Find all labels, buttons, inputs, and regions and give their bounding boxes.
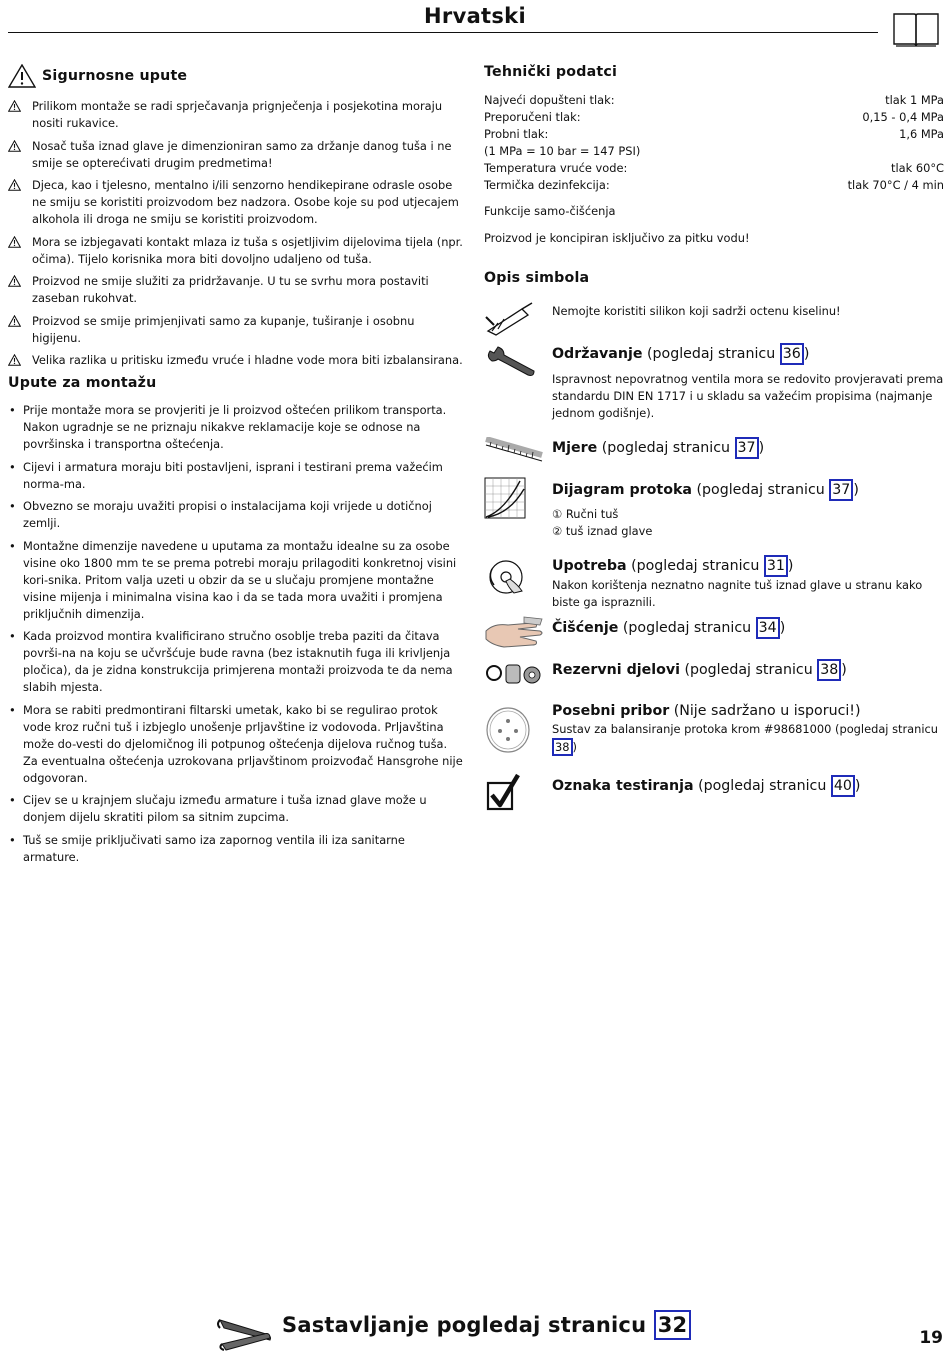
maintenance-ref: (pogledaj stranicu (646, 346, 776, 362)
flow-item2-number: ② (552, 524, 563, 538)
technical-value: tlak 1 MPa (885, 93, 944, 107)
self-cleaning-text: Funkcije samo-čišćenja (484, 204, 616, 218)
safety-item-text: Nosač tuša iznad glave je dimenzioniran samo za držanje danog tuša i ne smije se opterećivati drugim predmetima! (32, 138, 452, 170)
installation-item: • Cijev se u krajnjem slučaju između armature i tuša iznad glave može u donjem dijelu skratiti pilom sa sitnim zupcima. (8, 792, 464, 826)
silicone-gun-icon (484, 301, 536, 337)
dimensions-page-link[interactable]: 37 (735, 437, 759, 459)
silicone-note: Nemojte koristiti silikon koji sadrži octenu kiselinu! (552, 304, 841, 318)
dimensions-ref: (pogledaj stranicu (601, 440, 731, 456)
maintenance-text: Ispravnost nepovratnog ventila mora se redovito provjeravati prema standardu DIN EN 1717 i u skladu sa važećim propisima (najmanje jednom godišnje). (552, 372, 944, 420)
page-title: Hrvatski (424, 4, 526, 28)
accessory-name: Posebni pribor (552, 703, 670, 719)
technical-value: 0,15 - 0,4 MPa (862, 110, 944, 124)
symbols-title: Opis simbola (484, 270, 590, 286)
safety-item-text: Mora se izbjegavati kontakt mlaza iz tuša s osjetljivim dijelovima tijela (npr. očima). Tijelo korisnika mora biti dovoljno udaljeno od tuša. (32, 234, 463, 266)
flow-page-link[interactable]: 37 (829, 479, 853, 501)
warning-icon (8, 64, 36, 88)
technical-label: Najveći dopušteni tlak: (484, 93, 615, 107)
symbols-section (484, 287, 944, 847)
wrench-icon (484, 343, 540, 379)
test-ref: (pogledaj stranicu (698, 778, 827, 794)
flow-entry (552, 479, 944, 540)
usage-name: Upotreba (552, 558, 627, 574)
spares-close: ) (841, 662, 847, 678)
safety-item (8, 234, 464, 268)
technical-row (484, 177, 944, 194)
warning-icon (8, 275, 21, 292)
technical-row (484, 160, 944, 177)
dimensions-close: ) (758, 440, 765, 456)
technical-value: tlak 70°C / 4 min (847, 178, 944, 192)
maintenance-page-link[interactable]: 36 (780, 343, 804, 365)
technical-label: (1 MPa = 10 bar = 147 PSI) (484, 144, 641, 158)
technical-label: Preporučeni tlak: (484, 110, 581, 124)
maintenance-name: Održavanje (552, 346, 643, 362)
flow-item2: tuš iznad glave (565, 524, 653, 538)
warning-icon (8, 100, 21, 117)
technical-row (484, 126, 944, 143)
safety-list (8, 98, 464, 369)
usage-page-link[interactable]: 31 (764, 555, 788, 577)
ruler-icon (484, 437, 544, 467)
safety-item (8, 273, 464, 307)
installation-item: • Mora se rabiti predmontirani filtarski umetak, kako bi se regulirao protok vode kroz ručni tuš i izbjeglo unošenje prljavštine iz vodovoda. Prljavština može do-vesti do djelomičnog ili potpunog oštećenja dijelova ručnog tuša. Za eventualna oštećenja uzrokovana prljavštinom proizvođač Hansgrohe nije odgovoran. (8, 702, 464, 787)
safety-item (8, 313, 464, 347)
technical-label: Termička dezinfekcija: (484, 178, 610, 192)
technical-table (484, 92, 944, 194)
safety-item-text: Velika razlika u pritisku između vruće i hladne vode mora biti izbalansirana. (32, 353, 463, 367)
test-page-link[interactable]: 40 (831, 775, 855, 797)
warning-icon (8, 315, 21, 332)
shower-head-icon (484, 705, 532, 755)
cleaning-close: ) (779, 620, 786, 636)
usage-close: ) (787, 558, 794, 574)
cleaning-ref: (pogledaj stranicu (622, 620, 752, 636)
safety-title: Sigurnosne upute (42, 67, 188, 84)
safety-item-text: Djeca, kao i tjelesno, mentalno i/ili senzorno hendikepirane odrasle osobe ne smiju se koristiti proizvodom bez nadzora. Osobe koje su pod utjecajem alkohola ili droga ne smiju se koristiti proizvodom. (32, 178, 459, 226)
installation-item: • Obvezno se moraju uvažiti propisi o instalacijama koji vrijede u dotičnoj zemlji. (8, 498, 464, 532)
dimensions-entry (552, 437, 944, 459)
safety-item-text: Proizvod se smije primjenjivati samo za kupanje, tuširanje i osobnu higijenu. (32, 313, 415, 345)
safety-item-text: Proizvod ne smije služiti za pridržavanje. U tu se svrhu mora postaviti zaseban rukohvat. (32, 274, 429, 305)
accessory-entry (552, 701, 944, 756)
technical-value: 1,6 MPa (899, 127, 944, 141)
safety-item-text: Prilikom montaže se radi sprječavanja prignječenja i posjekotina moraju nositi rukavice. (32, 99, 443, 130)
installation-list (8, 402, 464, 866)
assembly-page-link[interactable]: 32 (654, 1310, 692, 1340)
cleaning-entry (552, 617, 944, 639)
flow-diagram-icon (484, 477, 526, 519)
warning-icon (8, 140, 21, 157)
accessory-close: ) (572, 740, 577, 754)
handle-icon (484, 555, 530, 595)
technical-row (484, 143, 944, 160)
technical-row (484, 92, 944, 109)
cleaning-page-link[interactable]: 34 (756, 617, 780, 639)
flow-ref: (pogledaj stranicu (696, 482, 825, 498)
technical-label: Probni tlak: (484, 127, 549, 141)
test-entry (552, 775, 944, 797)
accessory-ref: (Nije sadržano u isporuci!) (673, 703, 861, 719)
installation-item: • Prije montaže mora se provjeriti je li proizvod oštećen prilikom transporta. Nakon ugradnje se ne priznaju nikakve reklamacije koje se odnose na površinska i transportna oštećenja. (8, 402, 464, 453)
header-rule (8, 32, 878, 33)
test-name: Oznaka testiranja (552, 778, 694, 794)
cleaning-hand-icon (484, 613, 546, 653)
warning-icon (8, 354, 21, 371)
dimensions-name: Mjere (552, 440, 598, 456)
drinking-water-text: Proizvod je koncipiran isključivo za pitku vodu! (484, 231, 750, 245)
spare-parts-icon (484, 659, 546, 689)
safety-item (8, 98, 464, 132)
safety-item (8, 138, 464, 172)
tools-icon (216, 1310, 274, 1352)
technical-value: tlak 60°C (891, 161, 944, 175)
spares-entry (552, 659, 944, 681)
usage-entry (552, 555, 944, 611)
technical-title: Tehnički podatci (484, 64, 618, 80)
flow-name: Dijagram protoka (552, 482, 692, 498)
spares-name: Rezervni djelovi (552, 662, 680, 678)
accessory-page-link[interactable]: 38 (552, 738, 573, 756)
assembly-label: Sastavljanje pogledaj stranicu (282, 1313, 647, 1337)
technical-label: Temperatura vruće vode: (484, 161, 628, 175)
installation-item: • Montažne dimenzije navedene u uputama za montažu idealne su za osobe visine oko 1800 mm te se prema potrebi moraju prilagoditi konkretnoj visini kori-snika. Pritom valja uzeti u obzir da se u slučaju promjene montažne visine mijenja i minimalna visina kao i da se tada mora uvažiti i promjena priključnih dimenzija. (8, 538, 464, 623)
flow-item1-number: ① (552, 507, 563, 521)
safety-item (8, 352, 464, 369)
maintenance-entry (552, 343, 944, 422)
assembly-reference (282, 1310, 691, 1340)
spares-ref: (pogledaj stranicu (684, 662, 813, 678)
warning-icon (8, 179, 21, 196)
page-number: 19 (919, 1328, 943, 1348)
cleaning-name: Čišćenje (552, 620, 619, 636)
usage-ref: (pogledaj stranicu (631, 558, 760, 574)
book-icon (892, 10, 940, 48)
maintenance-close: ) (803, 346, 810, 362)
installation-item: • Cijevi i armatura moraju biti postavljeni, isprani i testirani prema važećim norma-ma. (8, 459, 464, 493)
flow-close: ) (853, 482, 859, 498)
safety-item (8, 177, 464, 228)
installation-title: Upute za montažu (8, 375, 157, 391)
usage-text: Nakon korištenja neznatno nagnite tuš iznad glave u stranu kako biste ga ispraznili. (552, 578, 923, 609)
warning-icon (8, 236, 21, 253)
flow-item1: Ručni tuš (565, 507, 619, 521)
technical-row (484, 109, 944, 126)
checkmark-box-icon (484, 773, 524, 813)
test-close: ) (854, 778, 861, 794)
accessory-text: Sustav za balansiranje protoka krom #98681000 (pogledaj stranicu (552, 722, 939, 736)
safety-heading (8, 64, 464, 88)
installation-item: • Kada proizvod montira kvalificirano stručno osoblje treba paziti da čitava površi-na na koju se učvršćuje bude ravna (bez istaknutih fuga ili krivljenja pločica), da je zidna konstrukcija primjerena montaži proizvoda te da nema slabih mjesta. (8, 628, 464, 696)
spares-page-link[interactable]: 38 (817, 659, 841, 681)
installation-item: • Tuš se smije priključivati samo iza zapornog ventila ili iza sanitarne armature. (8, 832, 464, 866)
